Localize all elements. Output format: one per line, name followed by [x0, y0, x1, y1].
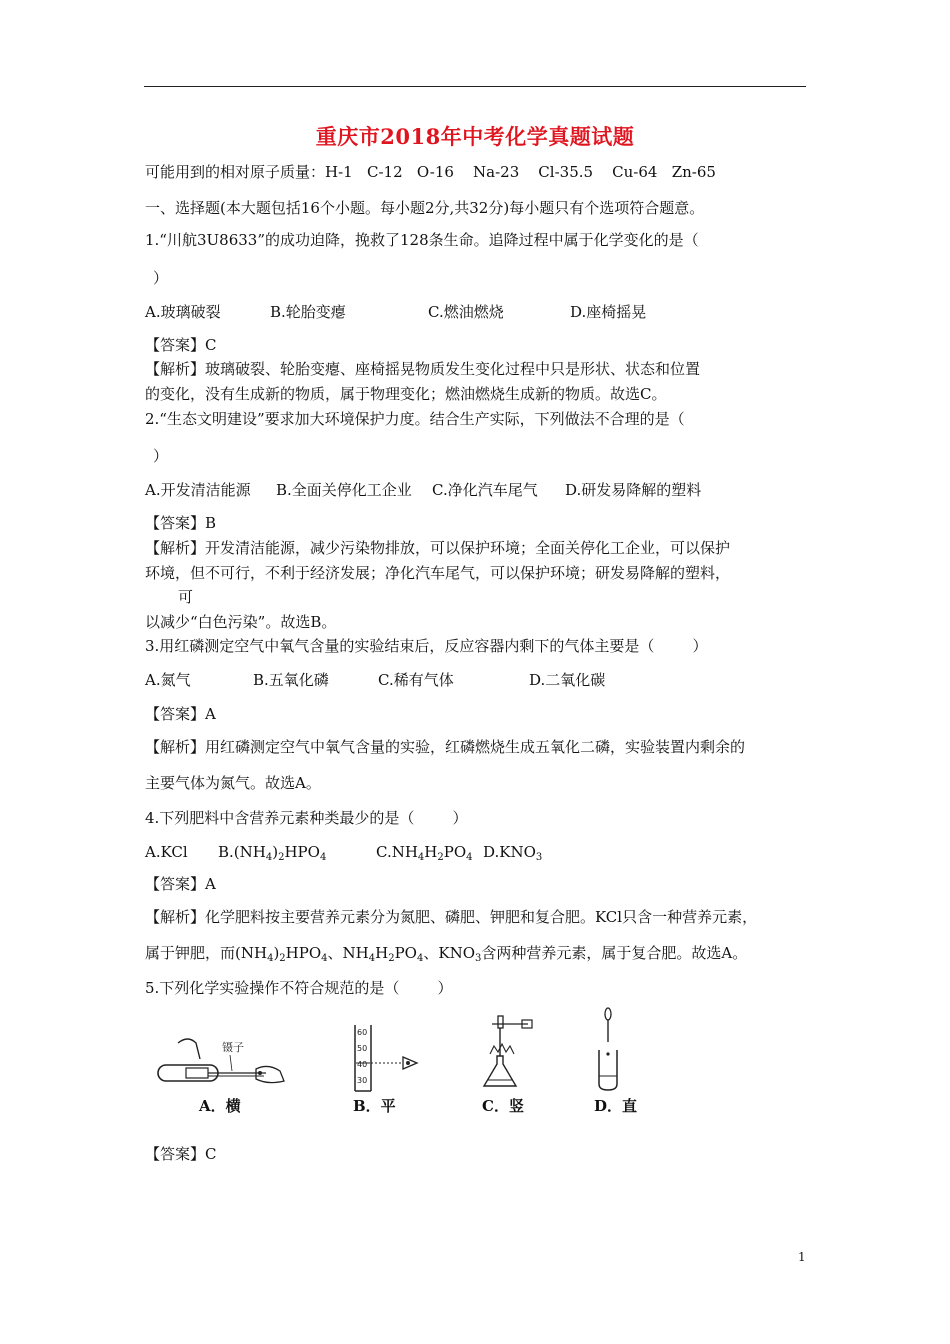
- q2-stem-end: ）: [153, 447, 169, 465]
- q5-caption-d: D．直: [594, 1097, 638, 1115]
- q3-answer: 【答案】A: [145, 705, 216, 723]
- page-number: 1: [798, 1250, 806, 1264]
- section-heading: 一、选择题(本大题包括16个小题。每小题2分,共32分)每小题只有个选项符合题意。: [145, 199, 705, 217]
- scale-60: 60: [357, 1028, 368, 1037]
- q4-analysis-2: 属于钾肥，而$(NH_4)_2HPO_4$、$NH_4H_2PO_4$、$KNO_3$含两种营养元素，属于复合肥。故选A。: [145, 944, 748, 964]
- q4-answer: 【答案】A: [145, 875, 216, 893]
- atomic-mass-line: 可能用到的相对原子质量：H-1 C-12 O-16 Na-23 Cl-35.5 Cu-64 Zn-65: [145, 163, 716, 181]
- q3-option-a: A.氮气: [145, 671, 191, 689]
- figure-c-flask: [480, 1014, 540, 1094]
- q3-analysis-2: 主要气体为氮气。故选A。: [145, 774, 321, 792]
- q1-answer: 【答案】C: [145, 336, 217, 354]
- figure-d-dropper: [594, 1006, 634, 1096]
- q2-answer: 【答案】B: [145, 514, 217, 532]
- q1-option-c: C.燃油燃烧: [428, 303, 504, 321]
- q3-option-b: B.五氧化磷: [253, 671, 329, 689]
- q2-option-a: A.开发清洁能源: [145, 481, 251, 499]
- figure-a-horizontal-tube: [156, 1033, 291, 1093]
- scale-40: 40: [357, 1060, 368, 1069]
- q2-analysis-1: 【解析】开发清洁能源，减少污染物排放，可以保护环境；全面关停化工企业，可以保护: [145, 539, 731, 557]
- q2-stem: 2.“生态文明建设”要求加大环境保护力度。结合生产实际，下列做法不合理的是（: [145, 410, 685, 428]
- q2-option-b: B.全面关停化工企业: [276, 481, 412, 499]
- q4-analysis-1: 【解析】化学肥料按主要营养元素分为氮肥、磷肥、钾肥和复合肥。KCl只含一种营养元素，: [145, 908, 758, 926]
- q4-stem: 4.下列肥料中含营养元素种类最少的是（ ）: [145, 809, 468, 827]
- q1-analysis-2: 的变化，没有生成新的物质，属于物理变化；燃油燃烧生成新的物质。故选C。: [145, 385, 667, 403]
- q4-option-d: $D.KNO_3$: [483, 843, 543, 863]
- q3-option-c: C.稀有气体: [378, 671, 454, 689]
- q1-option-b: B.轮胎变瘪: [270, 303, 346, 321]
- q4-options: [145, 842, 805, 942]
- q2-analysis-3: 可: [178, 588, 194, 606]
- q4-option-a: A.KCl: [145, 843, 188, 861]
- q5-caption-c: C．竖: [482, 1097, 524, 1115]
- q2-option-c: C.净化汽车尾气: [432, 481, 538, 499]
- q2-option-d: D.研发易降解的塑料: [565, 481, 702, 499]
- q1-analysis-1: 【解析】玻璃破裂、轮胎变瘪、座椅摇晃物质发生变化过程中只是形状、状态和位置: [145, 360, 701, 378]
- q1-option-a: A.玻璃破裂: [145, 303, 221, 321]
- q5-answer: 【答案】C: [145, 1145, 217, 1163]
- figure-b-cylinder: [345, 1023, 425, 1093]
- q2-analysis-4: 以减少“白色污染”。故选B。: [145, 613, 337, 631]
- header-rule: [144, 86, 806, 87]
- scale-30: 30: [357, 1076, 368, 1085]
- q4-option-c: $C.NH_4H_2PO_4$: [376, 843, 473, 863]
- q1-stem: 1.“川航3U8633”的成功迫降，挽救了128条生命。追降过程中属于化学变化的是（: [145, 231, 699, 249]
- q3-stem: 3.用红磷测定空气中氧气含量的实验结束后，反应容器内剩下的气体主要是（ ）: [145, 637, 708, 655]
- q3-option-d: D.二氧化碳: [529, 671, 606, 689]
- q5-caption-a: A．横: [199, 1097, 241, 1115]
- q1-option-d: D.座椅摇晃: [570, 303, 647, 321]
- page-title: 重庆市2018年中考化学真题试题: [315, 124, 635, 149]
- scale-50: 50: [357, 1044, 368, 1053]
- q5-stem: 5.下列化学实验操作不符合规范的是（ ）: [145, 979, 453, 997]
- tweezers-label: 镊子: [222, 1041, 244, 1054]
- q3-analysis-1: 【解析】用红磷测定空气中氧气含量的实验，红磷燃烧生成五氧化二磷，实验装置内剩余的: [145, 738, 746, 756]
- q2-analysis-2: 环境，但不可行，不利于经济发展；净化汽车尾气，可以保护环境；研发易降解的塑料，: [145, 564, 731, 582]
- q1-stem-end: ）: [153, 269, 169, 287]
- q4-option-b: $B.(NH_4)_2HPO_4$: [218, 843, 327, 863]
- q5-caption-b: B．平: [353, 1097, 396, 1115]
